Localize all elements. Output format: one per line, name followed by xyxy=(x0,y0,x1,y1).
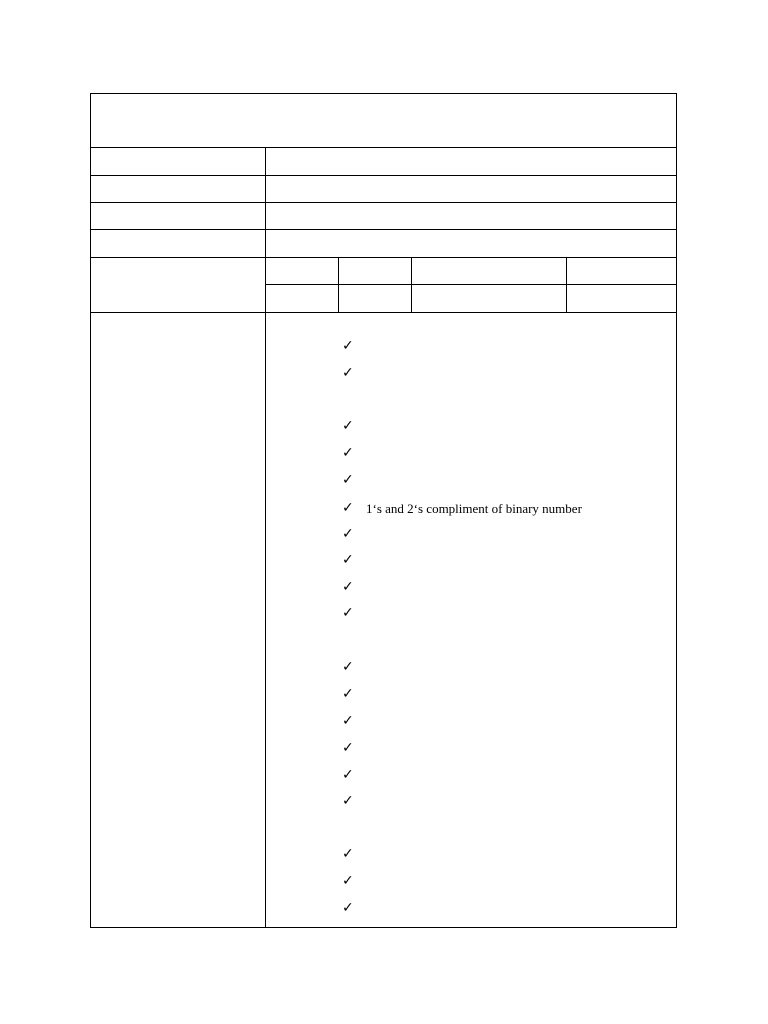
sub-column-divider xyxy=(338,257,339,312)
check-mark-icon: ✓ xyxy=(342,338,354,354)
check-mark-icon: ✓ xyxy=(342,365,354,381)
check-mark-icon: ✓ xyxy=(342,659,354,675)
check-mark-icon: ✓ xyxy=(342,713,354,729)
sub-row-divider xyxy=(265,284,677,285)
check-mark-icon: ✓ xyxy=(342,846,354,862)
check-mark-icon: ✓ xyxy=(342,526,354,542)
sub-column-divider xyxy=(566,257,567,312)
check-mark-icon: ✓ xyxy=(342,740,354,756)
check-mark-icon: ✓ xyxy=(342,472,354,488)
row-divider xyxy=(90,312,677,313)
check-mark-icon: ✓ xyxy=(342,873,354,889)
check-mark-icon: ✓ xyxy=(342,418,354,434)
check-mark-icon: ✓ xyxy=(342,605,354,621)
check-mark-icon: ✓ xyxy=(342,686,354,702)
check-mark-icon: ✓ xyxy=(342,500,354,516)
check-mark-icon: ✓ xyxy=(342,579,354,595)
check-mark-icon: ✓ xyxy=(342,445,354,461)
row-divider xyxy=(90,229,677,230)
row-divider xyxy=(90,147,677,148)
checklist-item: 1‘s and 2‘s compliment of binary number xyxy=(366,501,582,516)
label-column-divider xyxy=(265,147,266,928)
check-mark-icon: ✓ xyxy=(342,767,354,783)
check-mark-icon: ✓ xyxy=(342,793,354,809)
row-divider xyxy=(90,175,677,176)
check-mark-icon: ✓ xyxy=(342,900,354,916)
sub-column-divider xyxy=(411,257,412,312)
row-divider xyxy=(90,257,677,258)
row-divider xyxy=(90,202,677,203)
check-mark-icon: ✓ xyxy=(342,552,354,568)
